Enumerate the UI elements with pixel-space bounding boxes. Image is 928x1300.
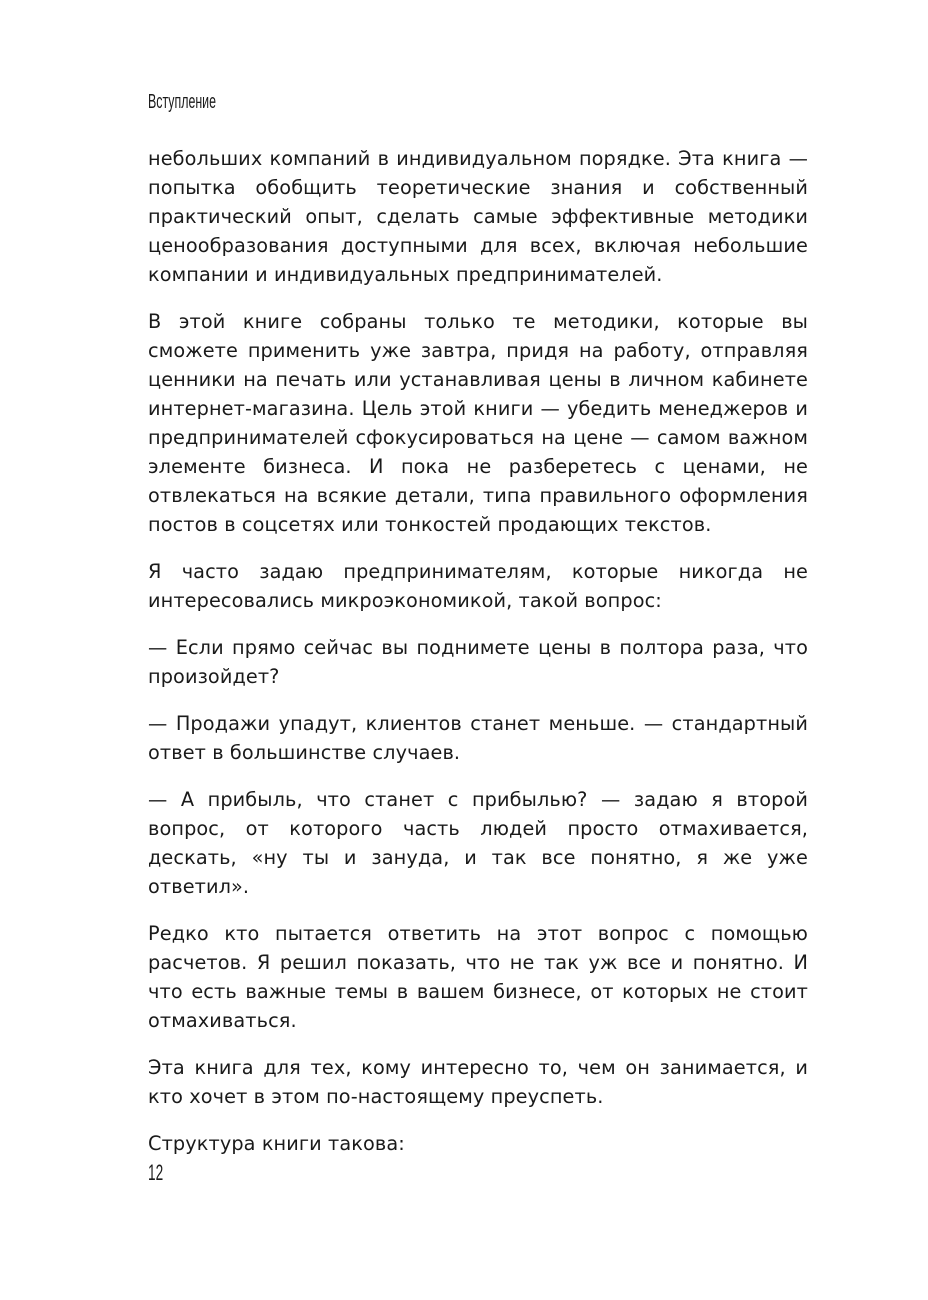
paragraph: — Если прямо сейчас вы поднимете цены в полтора раза, что произойдет? <box>148 636 808 688</box>
running-head: Вступление <box>148 91 217 113</box>
paragraph: — А прибыль, что станет с прибылью? — задаю я второй вопрос, от которого часть людей просто отмахивается, дескать, «ну ты и зануда, и так все понятно, я же уже ответил». <box>148 788 808 898</box>
paragraph: Я часто задаю предпринимателям, которые никогда не интересовались микроэкономикой, такой вопрос: <box>148 560 808 612</box>
paragraph: — Продажи упадут, клиентов станет меньше. — стандартный ответ в большинстве случаев. <box>148 712 808 764</box>
paragraph: В этой книге собраны только те методики, которые вы сможете применить уже завтра, придя на работу, отправляя ценники на печать или устанавливая цены в личном кабинете интернет-магазина. Цель этой книги — убедить менеджеров и предпринимателей сфокусироваться на цене — самом важном элементе бизнеса. И пока не разберетесь с ценами, не отвлекаться на всякие детали, типа правильного оформления постов в соцсетях или тонкостей продающих текстов. <box>148 310 808 536</box>
paragraph: Редко кто пытается ответить на этот вопрос с помощью расчетов. Я решил показать, что не так уж все и понятно. И что есть важные темы в вашем бизнесе, от которых не стоит отмахиваться. <box>148 922 808 1032</box>
page-number: 12 <box>148 1160 164 1185</box>
paragraph: Структура книги такова: <box>148 1132 405 1155</box>
body-text <box>148 144 808 1158</box>
paragraph: Эта книга для тех, кому интересно то, чем он занимается, и кто хочет в этом по-настоящему преуспеть. <box>148 1056 808 1108</box>
paragraph: небольших компаний в индивидуальном порядке. Эта книга — попытка обобщить теоретические знания и собственный практический опыт, сделать самые эффективные методики ценообразования доступными для всех, включая небольшие компании и индивидуальных предпринимателей. <box>148 147 808 286</box>
